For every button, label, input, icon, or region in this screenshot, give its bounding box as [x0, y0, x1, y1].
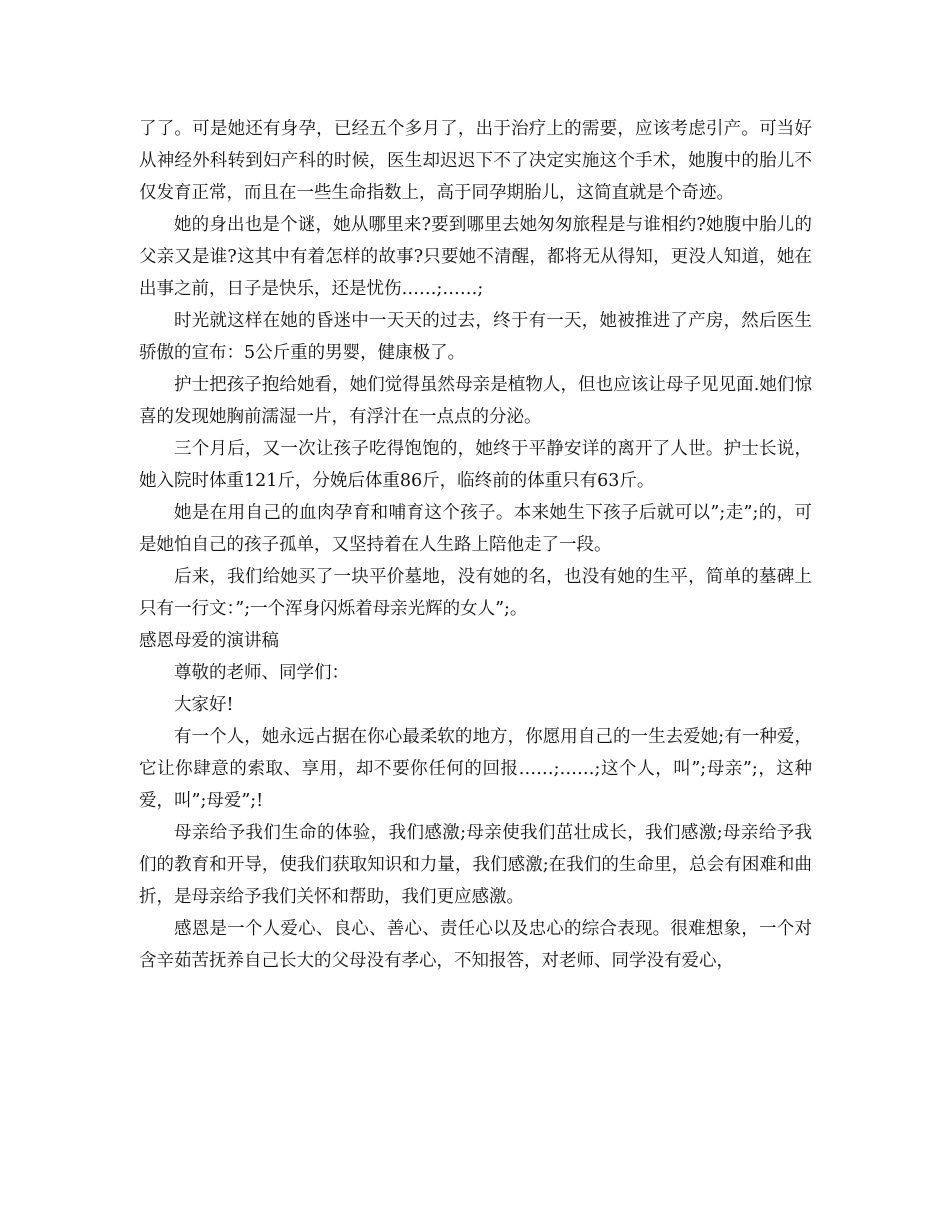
- speech-paragraph: 感恩是一个人爱心、良心、善心、责任心以及忠心的综合表现。很难想象，一个对含辛茹苦抚养自己长大的父母没有孝心，不知报答，对老师、同学没有爱心，: [139, 919, 812, 971]
- speech-paragraph: 有一个人，她永远占据在你心最柔软的地方，你愿用自己的一生去爱她;有一种爱，它让你肆意的索取、享用，却不要你任何的回报……;……;这个人，叫”;母亲”;，这种爱，叫”;母爱”;!: [139, 727, 812, 811]
- paragraph: 她的身出也是个谜，她从哪里来?要到哪里去她匆匆旅程是与谁相约?她腹中胎儿的父亲又是谁?这其中有着怎样的故事?只要她不清醒，都将无从得知，更没人知道，她在出事之前，日子是快乐，还是忧伤……;……;: [139, 215, 812, 299]
- paragraph-continuation: 了了。可是她还有身孕，已经五个多月了，出于治疗上的需要，应该考虑引产。可当好从神经外科转到妇产科的时候，医生却迟迟下不了决定实施这个手术，她腹中的胎儿不仅发育正常，而且在一些生命指数上，高于同孕期胎儿，这简直就是个奇迹。: [139, 119, 812, 203]
- document-body: [139, 113, 812, 977]
- speech-paragraph: 母亲给予我们生命的体验，我们感激;母亲使我们茁壮成长，我们感激;母亲给予我们的教育和开导，使我们获取知识和力量，我们感激;在我们的生命里，总会有困难和曲折，是母亲给予我们关怀和帮助，我们更应感激。: [139, 823, 812, 907]
- section-title: 感恩母爱的演讲稿: [139, 631, 279, 651]
- paragraph: 护士把孩子抱给她看，她们觉得虽然母亲是植物人，但也应该让母子见见面.她们惊喜的发现她胸前濡湿一片，有浮汁在一点点的分泌。: [139, 375, 812, 427]
- speech-salutation: 尊敬的老师、同学们：: [174, 663, 349, 683]
- paragraph: 后来，我们给她买了一块平价墓地，没有她的名，也没有她的生平，简单的墓碑上只有一行文：”;一个浑身闪烁着母亲光辉的女人”;。: [139, 567, 812, 619]
- paragraph: 她是在用自己的血肉孕育和哺育这个孩子。本来她生下孩子后就可以”;走”;的，可是她怕自己的孩子孤单，又坚持着在人生路上陪他走了一段。: [139, 503, 812, 555]
- speech-greeting: 大家好!: [174, 695, 234, 715]
- paragraph: 三个月后，又一次让孩子吃得饱饱的，她终于平静安详的离开了人世。护士长说，她入院时体重121斤，分娩后体重86斤，临终前的体重只有63斤。: [139, 439, 812, 491]
- paragraph: 时光就这样在她的昏迷中一天天的过去，终于有一天，她被推进了产房，然后医生骄傲的宣布：5公斤重的男婴，健康极了。: [139, 311, 812, 363]
